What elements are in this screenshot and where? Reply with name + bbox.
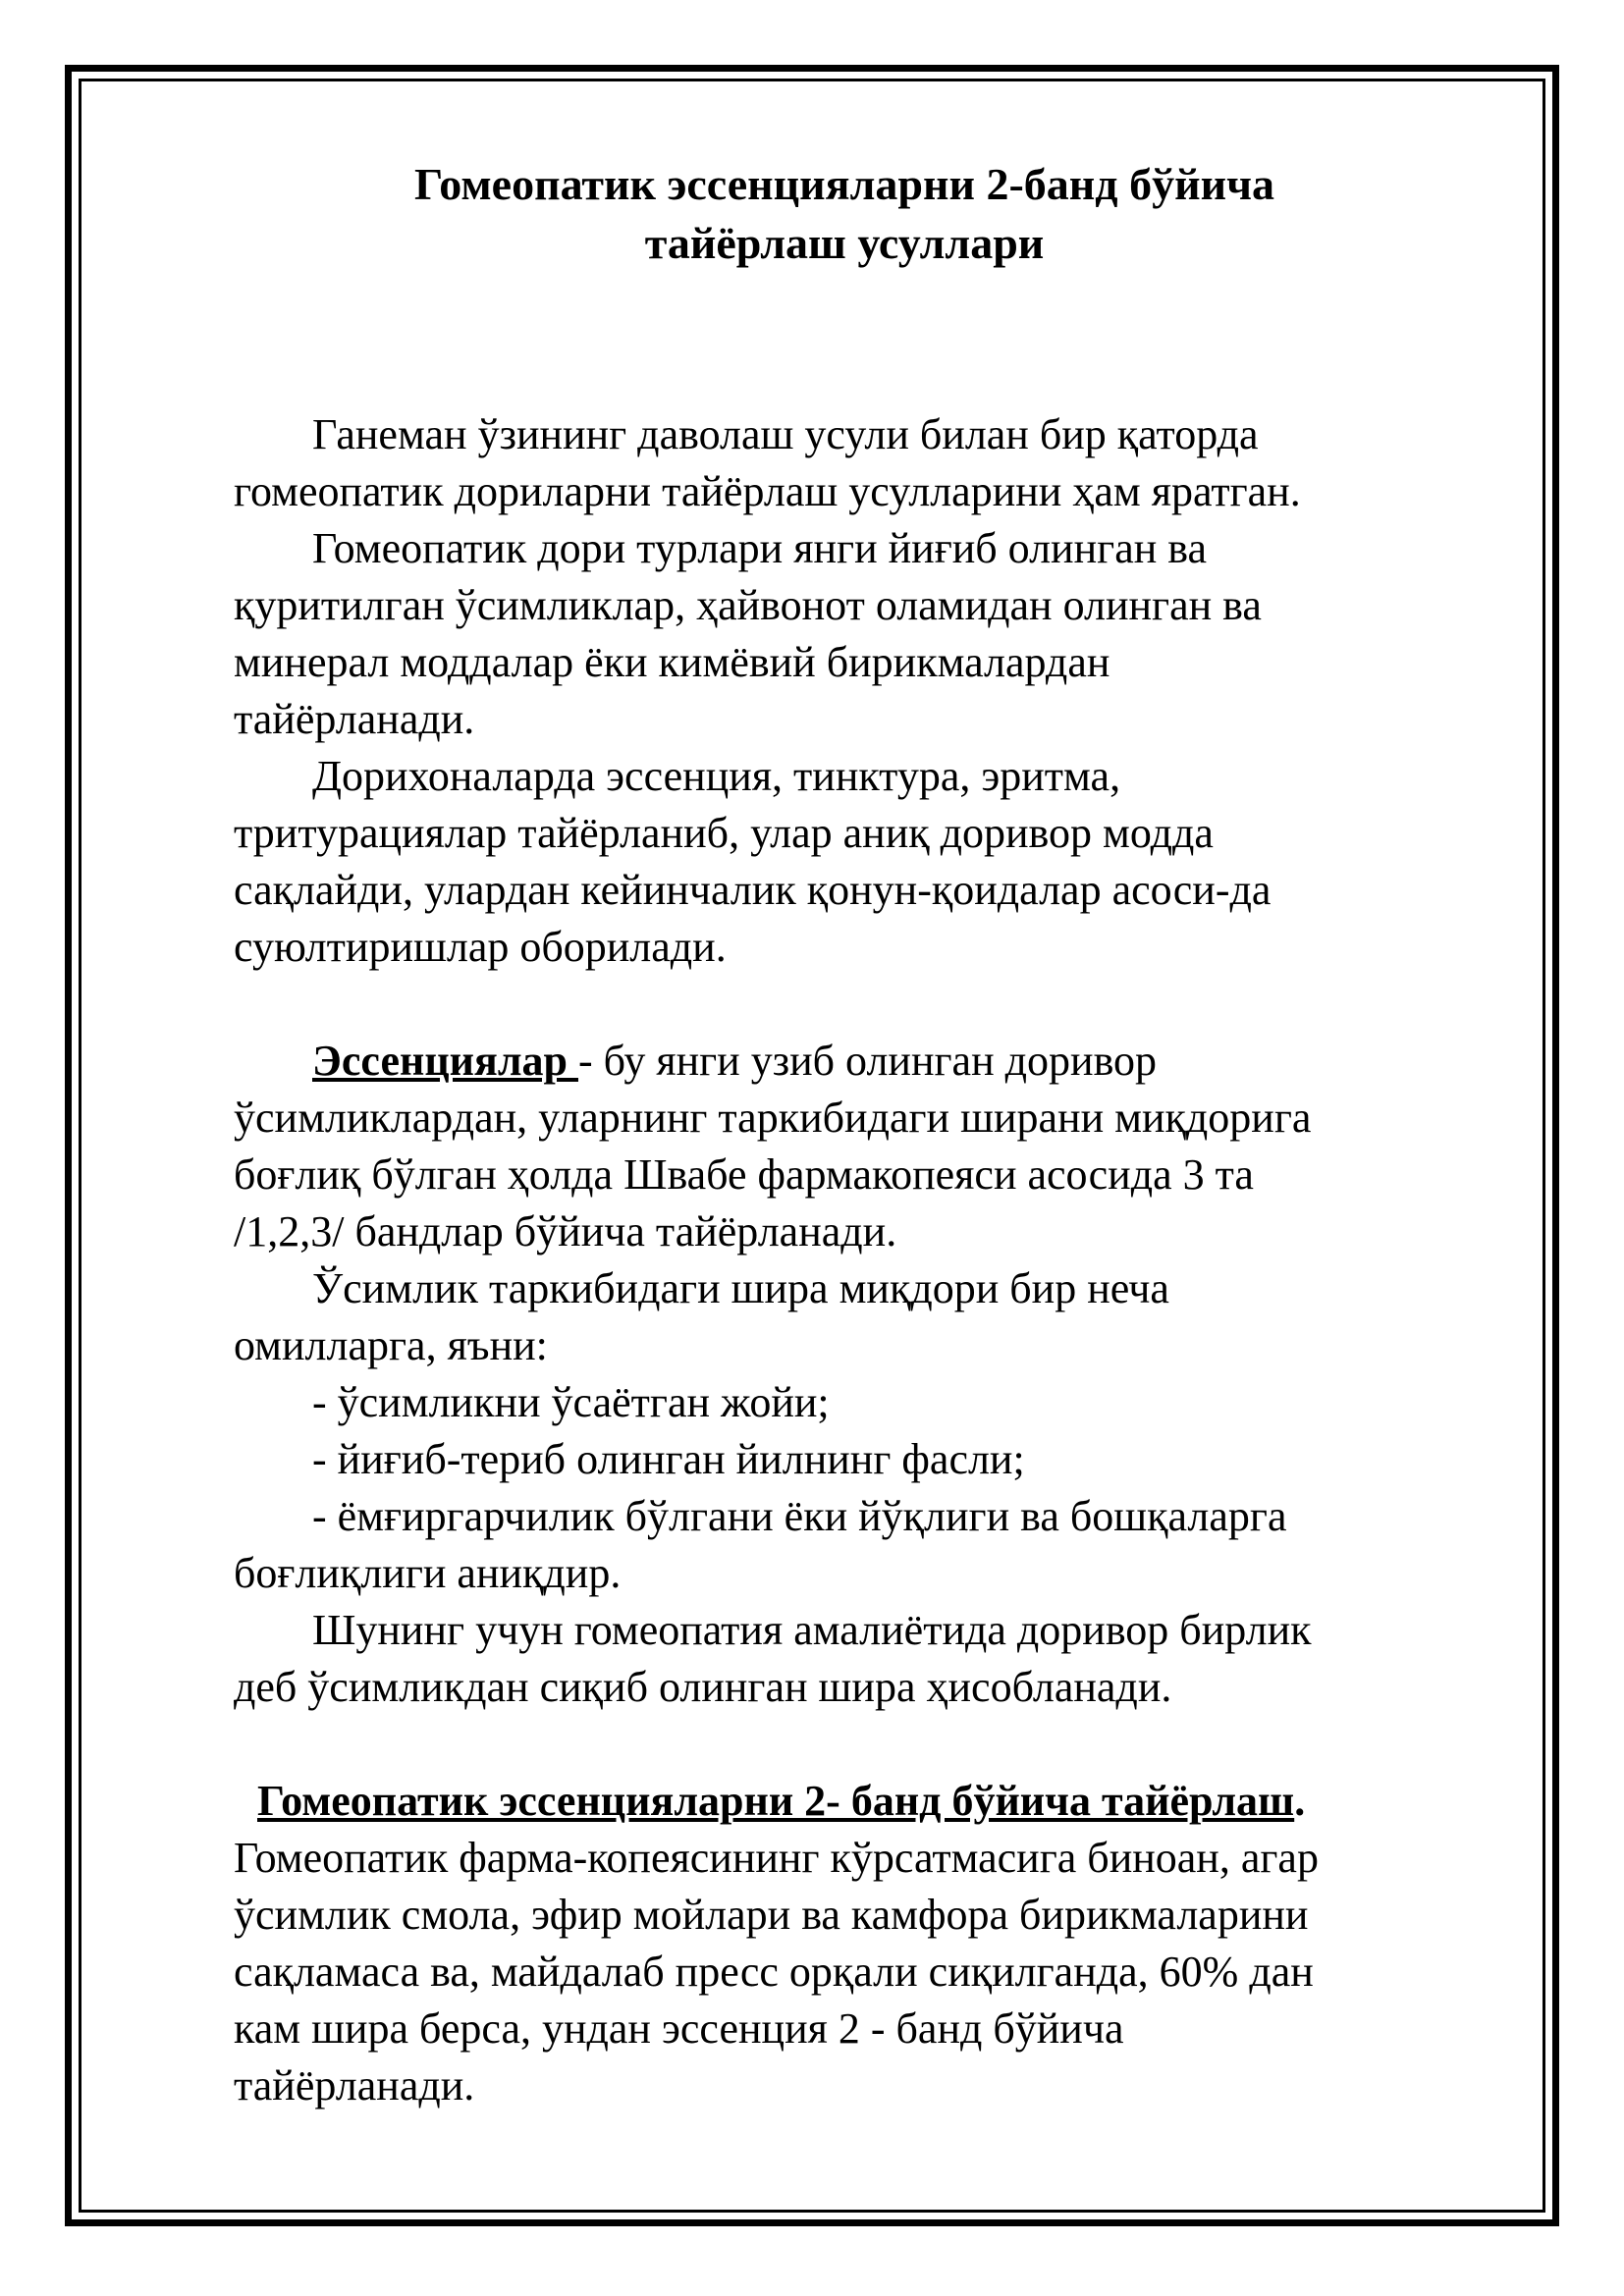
paragraph-line: боғлиқлиги аниқдир. [234,1549,622,1597]
paragraph-line: Гомеопатик дори турлари янги йиғиб олинган ва [312,524,1208,572]
paragraph-line: гомеопатик дориларни тайёрлаш усулларини ҳам яратган. [234,467,1301,515]
paragraph-line: минерал моддалар ёки кимёвий бирикмалардан [234,638,1110,686]
document-body [234,406,1540,2114]
list-item: - ёмғиргарчилик бўлгани ёки йўқлиги ва бошқаларга [312,1492,1287,1540]
document-title [236,155,1453,273]
paragraph-line: ўсимлик смола, эфир мойлари ва камфора бирикмаларини [234,1891,1309,1939]
paragraph-line: Гомеопатик фарма-копеясининг кўрсатмасига биноан, агар [234,1834,1319,1882]
essences-term: Эссенциялар [312,1037,578,1085]
paragraph-line: сақламаса ва, майдалаб пресс орқали сиқилганда, 60% дан [234,1948,1314,1996]
paragraph-line: Ганеман ўзининг даволаш усули билан бир қаторда [312,410,1259,458]
paragraph-spacer [234,976,1540,1033]
paragraph-line: Дорихоналарда эссенция, тинктура, эритма, [312,752,1121,800]
paragraph-line: /1,2,3/ бандлар бўйича тайёрланади. [234,1207,897,1255]
paragraph-line: кам шира берса, ундан эссенция 2 - банд бўйича [234,2004,1124,2053]
section-heading-period: . [1294,1777,1306,1825]
essences-definition-text: - бу янги узиб олинган доривор [577,1037,1158,1085]
section-heading [234,1773,1540,1830]
paragraph-line: тайёрланади. [234,695,475,743]
paragraph-line: омилларга, яъни: [234,1321,548,1369]
title-line-2: тайёрлаш усуллари [644,218,1045,268]
paragraph-line: боғлиқ бўлган ҳолда Швабе фармакопеяси асосида 3 та [234,1150,1254,1199]
paragraph-spacer [234,1716,1540,1773]
paragraph-line: ўсимликлардан, уларнинг таркибидаги ширани миқдорига [234,1094,1312,1142]
paragraph-line: тритурациялар тайёрланиб, улар аниқ доривор модда [234,809,1214,857]
list-item: - ўсимликни ўсаётган жойи; [312,1378,830,1426]
paragraph-line: Ўсимлик таркибидаги шира миқдори бир неча [312,1264,1169,1312]
title-line-1: Гомеопатик эссенцияларни 2-банд бўйича [413,159,1275,209]
list-item: - йиғиб-териб олинган йилнинг фасли; [312,1435,1025,1483]
paragraph-line: сақлайди, улардан кейинчалик қонун-қоидалар асоси-да [234,866,1272,914]
section-heading-text: Гомеопатик эссенцияларни 2- банд бўйича тайёрлаш [257,1777,1295,1825]
essences-definition-line [234,1033,1540,1090]
paragraph-line: суюлтиришлар оборилади. [234,923,727,971]
paragraph-line: қуритилган ўсимликлар, ҳайвонот оламидан олинган ва [234,581,1262,629]
paragraph-line: деб ўсимликдан сиқиб олинган шира ҳисобланади. [234,1663,1172,1711]
paragraph-line: тайёрланади. [234,2061,475,2109]
paragraph-line: Шунинг учун гомеопатия амалиётида доривор бирлик [312,1606,1312,1654]
